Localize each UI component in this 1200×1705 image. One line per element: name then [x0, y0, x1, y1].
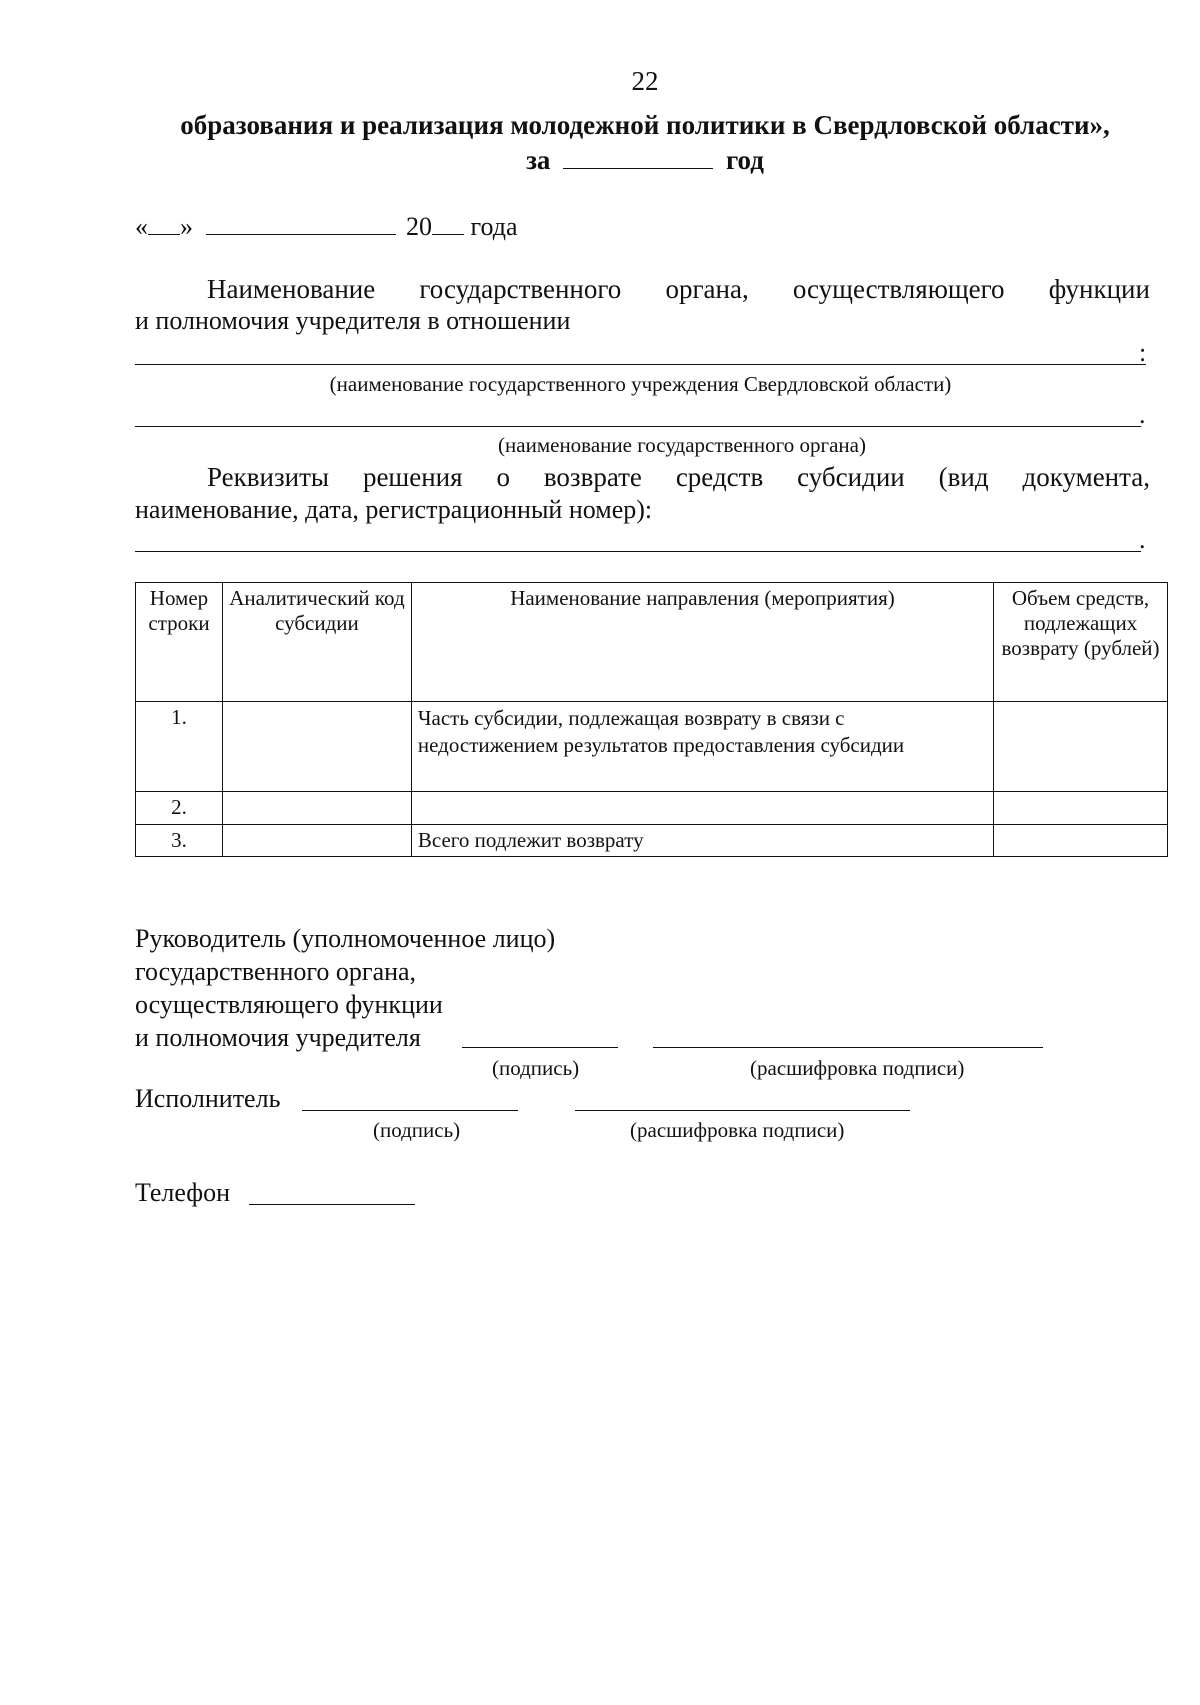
row-number: 2. — [136, 792, 223, 825]
table-row — [136, 702, 1168, 792]
organ-name-line[interactable] — [135, 426, 1141, 427]
institution-name-line[interactable] — [135, 364, 1146, 365]
institution-caption: (наименование государственного учреждения Свердловской области) — [329, 372, 952, 396]
requisites-word-3: о — [496, 462, 510, 492]
head-signature-label — [135, 922, 555, 1054]
page-number: 22 — [631, 66, 659, 96]
requisites-word-8: документа, — [1022, 462, 1150, 492]
year-suffix: года — [470, 212, 518, 241]
organ-paragraph-line-2: и полномочия учредителя в отношении — [135, 306, 571, 335]
row-amount-cell[interactable] — [994, 825, 1168, 857]
head-label-line-4: и полномочия учредителя — [135, 1023, 421, 1052]
organ-word-3: органа, — [665, 274, 749, 304]
date-line — [135, 212, 518, 242]
organ-word-1: Наименование — [207, 274, 376, 304]
heading-line-2 — [0, 145, 1200, 176]
row-number: 3. — [136, 825, 223, 857]
requisites-word-6: субсидии — [797, 462, 905, 492]
head-signature-caption: (подпись) — [492, 1056, 580, 1080]
executor-decoding-line[interactable] — [575, 1110, 910, 1111]
organ-paragraph-line-1 — [207, 274, 1150, 305]
requisites-word-2: решения — [362, 462, 463, 492]
requisites-word-7: (вид — [938, 462, 989, 492]
table-row — [136, 792, 1168, 825]
heading-prefix: за — [526, 145, 551, 175]
head-label-line-3: осуществляющего функции — [135, 990, 443, 1019]
row-number: 1. — [136, 702, 223, 792]
row-code-cell[interactable] — [222, 702, 411, 792]
header-analytic-code: Аналитический код субсидии — [222, 583, 411, 702]
quote-open: « — [135, 212, 148, 241]
requisites-word-5: средств — [675, 462, 764, 492]
row-name-cell[interactable] — [411, 792, 993, 825]
year-digits-blank[interactable] — [432, 212, 464, 235]
phone-label: Телефон — [135, 1178, 231, 1207]
header-direction-name: Наименование направления (мероприятия) — [411, 583, 993, 702]
head-decoding-caption: (расшифровка подписи) — [750, 1056, 965, 1080]
header-row-number: Номер строки — [136, 583, 223, 702]
row-amount-cell[interactable] — [994, 792, 1168, 825]
organ-caption: (наименование государственного органа) — [498, 433, 866, 457]
row-name-cell: Всего подлежит возврату — [411, 825, 993, 857]
executor-signature-caption: (подпись) — [373, 1118, 461, 1142]
institution-line-end: : — [1139, 338, 1147, 367]
heading-line-1: образования и реализация молодежной политики в Свердловской области», — [180, 110, 1110, 140]
head-decoding-line[interactable] — [653, 1047, 1043, 1048]
requisites-line[interactable] — [135, 551, 1141, 552]
requisites-word-1: Реквизиты — [207, 462, 330, 492]
quote-close: » — [180, 212, 193, 241]
executor-decoding-caption: (расшифровка подписи) — [630, 1118, 845, 1142]
month-blank[interactable] — [206, 212, 396, 235]
heading-suffix: год — [725, 145, 764, 175]
year-prefix: 20 — [406, 212, 432, 241]
requisites-line-end: . — [1139, 525, 1146, 554]
organ-word-4: осуществляющего — [792, 274, 1005, 304]
head-label-line-1: Руководитель (уполномоченное лицо) — [135, 924, 556, 953]
row-name-cell: Часть субсидии, подлежащая возврату в связи с недостижением результатов предоставления субсидии — [411, 702, 993, 792]
refund-table — [135, 582, 1168, 857]
phone-line[interactable] — [249, 1204, 415, 1205]
head-signature-line[interactable] — [462, 1047, 618, 1048]
organ-word-5: функции — [1048, 274, 1150, 304]
head-label-line-2: государственного органа, — [135, 957, 417, 986]
row-amount-cell[interactable] — [994, 702, 1168, 792]
requisites-word-4: возврате — [543, 462, 642, 492]
executor-label: Исполнитель — [135, 1084, 281, 1113]
executor-signature-line[interactable] — [302, 1110, 518, 1111]
row-code-cell[interactable] — [222, 825, 411, 857]
row-code-cell[interactable] — [222, 792, 411, 825]
table-row — [136, 825, 1168, 857]
organ-word-2: государственного — [419, 274, 622, 304]
day-blank[interactable] — [148, 212, 180, 235]
year-blank[interactable] — [563, 146, 713, 169]
requisites-paragraph-line-2: наименование, дата, регистрационный номер): — [135, 495, 653, 524]
requisites-paragraph-line-1 — [207, 462, 1150, 493]
header-amount: Объем средств, подлежащих возврату (рублей) — [994, 583, 1168, 702]
table-header-row — [136, 583, 1168, 702]
organ-line-end: . — [1139, 400, 1146, 429]
